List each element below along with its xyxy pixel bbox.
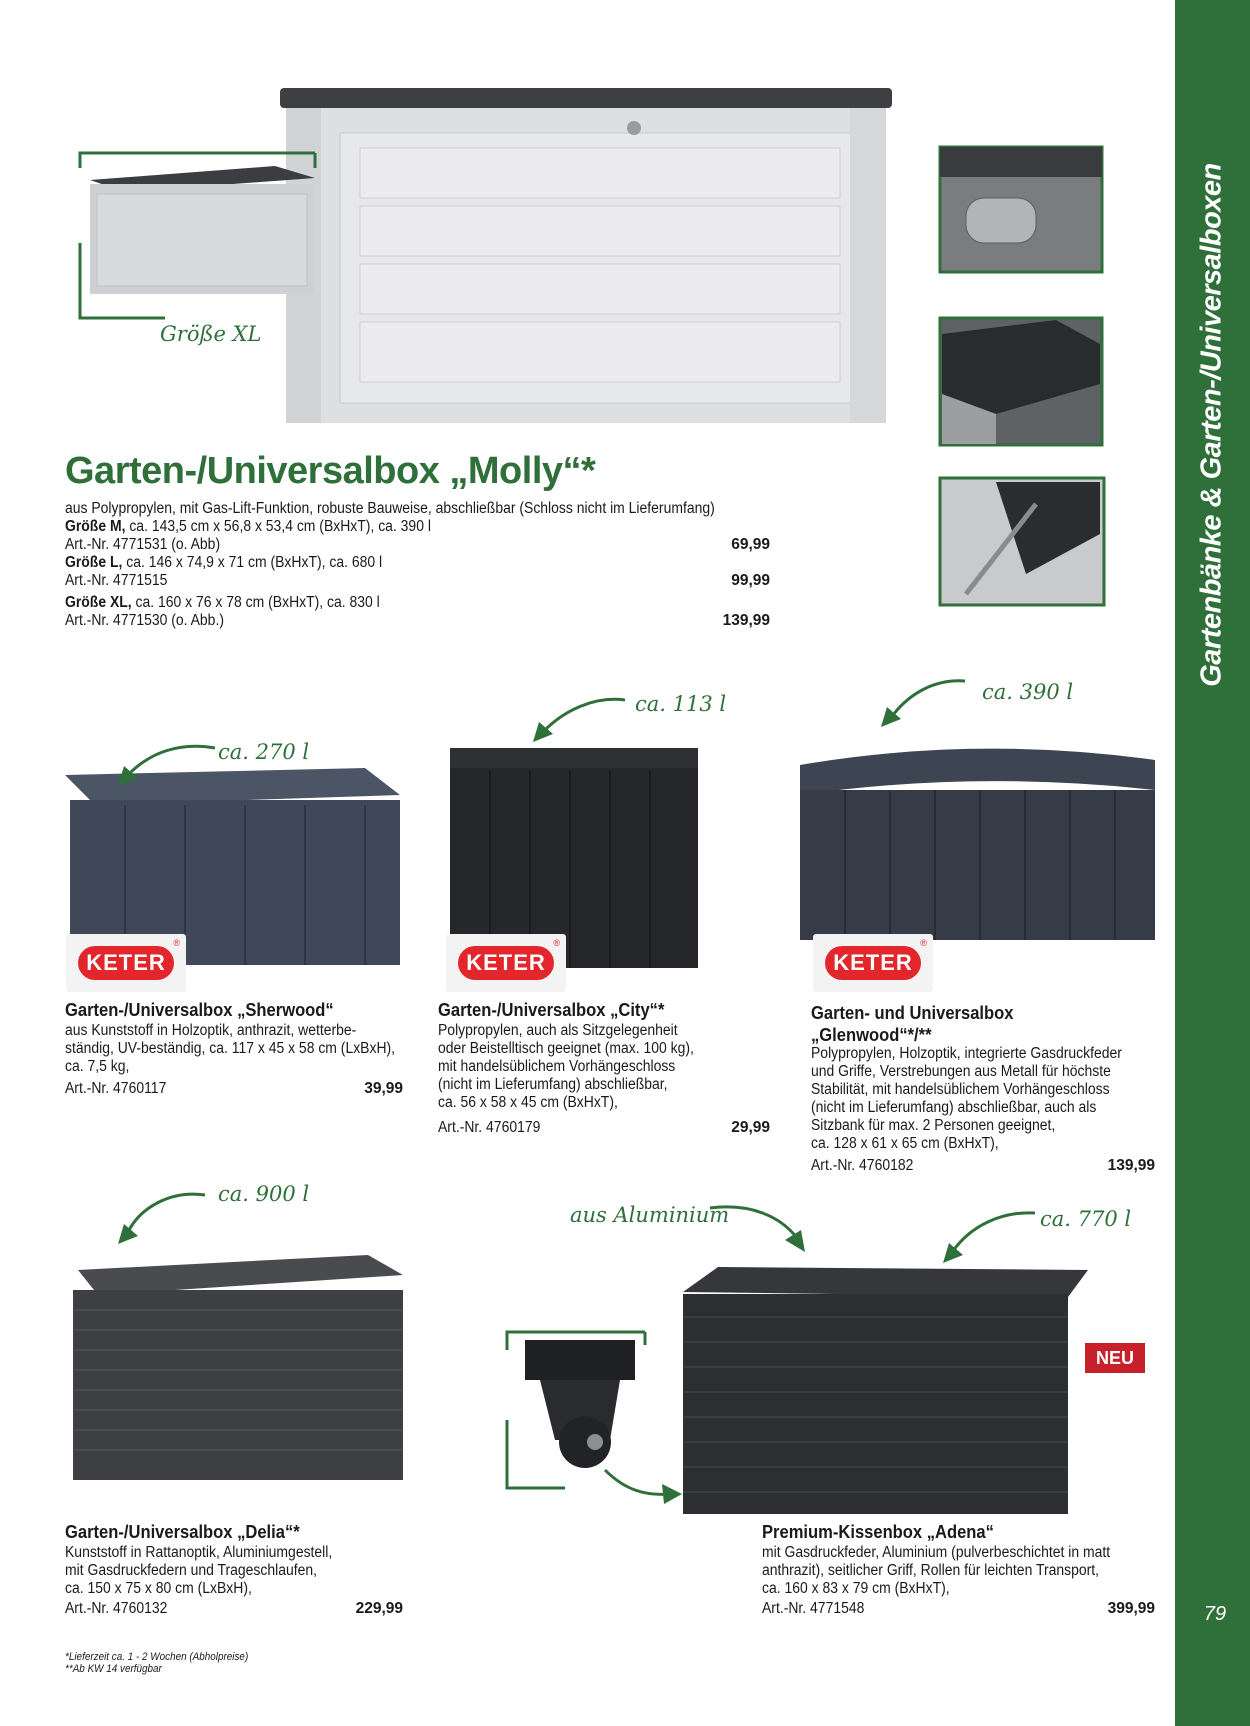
- city-line-5: ca. 56 x 58 x 45 cm (BxHxT),: [438, 1094, 618, 1111]
- footnote-2: **Ab KW 14 verfügbar: [65, 1663, 162, 1675]
- page-number: 79: [1203, 1603, 1227, 1625]
- city-line-3: mit handelsüblichem Vorhängeschloss: [438, 1058, 676, 1075]
- glenwood-line-2: und Griffe, Verstrebungen aus Metall für höchste: [811, 1063, 1111, 1080]
- city-volume-label: ca. 113 l: [635, 692, 727, 716]
- detail-lid-image: [936, 314, 1106, 449]
- sherwood-line-3: ca. 7,5 kg,: [65, 1058, 130, 1075]
- adena-title: Premium-Kissenbox „Adena“: [762, 1522, 994, 1542]
- adena-volume-label: ca. 770 l: [1040, 1207, 1132, 1231]
- adena-art: Art.-Nr. 4771548: [762, 1600, 865, 1617]
- wheel-arrow-icon: [600, 1460, 690, 1510]
- glenwood-line-4: (nicht im Lieferumfang) abschließbar, auch als: [811, 1099, 1097, 1116]
- delia-line-2: mit Gasdruckfedern und Trageschlaufen,: [65, 1562, 318, 1579]
- city-line-1: Polypropylen, auch als Sitzgelegenheit: [438, 1022, 678, 1039]
- molly-xl-art: Art.-Nr. 4771530 (o. Abb.): [65, 612, 224, 629]
- city-title: Garten-/Universalbox „City“*: [438, 1000, 665, 1020]
- keter-logo-sherwood: KETER ®: [66, 934, 186, 992]
- city-art: Art.-Nr. 4760179: [438, 1119, 541, 1136]
- adena-box-image: [678, 1262, 1090, 1517]
- glenwood-art: Art.-Nr. 4760182: [811, 1157, 914, 1174]
- sherwood-title: Garten-/Universalbox „Sherwood“: [65, 1000, 334, 1020]
- city-price: 29,99: [731, 1119, 770, 1136]
- delia-art: Art.-Nr. 4760132: [65, 1600, 168, 1617]
- molly-box-image: [280, 78, 900, 428]
- aluminium-arrow-icon: [705, 1198, 815, 1258]
- adena-line-3: ca. 160 x 83 x 79 cm (BxHxT),: [762, 1580, 950, 1597]
- glenwood-line-5: Sitzbank für max. 2 Personen geeignet,: [811, 1117, 1056, 1134]
- sherwood-line-1: aus Kunststoff in Holzoptik, anthrazit, wetterbe-: [65, 1022, 357, 1039]
- glenwood-line-6: ca. 128 x 61 x 65 cm (BxHxT),: [811, 1135, 999, 1152]
- section-title: Gartenbänke & Garten-/Universalboxen: [1195, 163, 1228, 687]
- molly-title: Garten-/Universalbox „Molly“*: [65, 450, 596, 492]
- glenwood-title-2: „Glenwood“*/**: [811, 1025, 932, 1045]
- delia-price: 229,99: [355, 1600, 403, 1617]
- adena-line-1: mit Gasdruckfeder, Aluminium (pulverbeschichtet in matt: [762, 1544, 1111, 1561]
- city-line-2: oder Beistelltisch geeignet (max. 100 kg),: [438, 1040, 694, 1057]
- keter-logo-city: KETER ®: [446, 934, 566, 992]
- sherwood-volume-label: ca. 270 l: [218, 740, 310, 764]
- delia-volume-label: ca. 900 l: [218, 1182, 310, 1206]
- sherwood-line-2: ständig, UV-beständig, ca. 117 x 45 x 58 cm (LxBxH),: [65, 1040, 396, 1057]
- footnote-1: *Lieferzeit ca. 1 - 2 Wochen (Abholpreise): [65, 1651, 249, 1663]
- molly-size-xl: Größe XL, ca. 160 x 76 x 78 cm (BxHxT), ca. 830 l: [65, 594, 380, 611]
- delia-box-image: [68, 1250, 408, 1485]
- delia-line-1: Kunststoff in Rattanoptik, Aluminiumgestell,: [65, 1544, 333, 1561]
- new-badge: NEU: [1085, 1343, 1145, 1373]
- sherwood-price: 39,99: [364, 1080, 403, 1097]
- glenwood-box-image: [795, 730, 1160, 945]
- detail-gaslift-image: [936, 474, 1108, 609]
- sherwood-art: Art.-Nr. 4760117: [65, 1080, 167, 1097]
- detail-handle-image: [936, 143, 1106, 276]
- glenwood-price: 139,99: [1107, 1157, 1155, 1174]
- molly-l-price: 99,99: [731, 572, 770, 589]
- glenwood-volume-label: ca. 390 l: [982, 680, 1074, 704]
- aluminium-label: aus Aluminium: [570, 1203, 730, 1227]
- molly-m-price: 69,99: [731, 536, 770, 553]
- molly-xl-inset: [75, 148, 320, 323]
- delia-title: Garten-/Universalbox „Delia“*: [65, 1522, 300, 1542]
- adena-arrow-icon: [935, 1205, 1045, 1270]
- molly-l-art: Art.-Nr. 4771515: [65, 572, 168, 589]
- glenwood-line-3: Stabilität, mit handelsüblichem Vorhängeschloss: [811, 1081, 1110, 1098]
- delia-line-3: ca. 150 x 75 x 80 cm (LxBxH),: [65, 1580, 252, 1597]
- adena-line-2: anthrazit), seitlicher Griff, Rollen für leichten Transport,: [762, 1562, 1100, 1579]
- molly-xl-price: 139,99: [722, 612, 770, 629]
- city-line-4: (nicht im Lieferumfang) abschließbar,: [438, 1076, 668, 1093]
- molly-description: aus Polypropylen, mit Gas-Lift-Funktion, robuste Bauweise, abschließbar (Schloss nicht im Lieferumfang): [65, 500, 715, 517]
- keter-logo-glenwood: KETER ®: [813, 934, 933, 992]
- molly-size-l: Größe L, ca. 146 x 74,9 x 71 cm (BxHxT), ca. 680 l: [65, 554, 383, 571]
- adena-price: 399,99: [1107, 1600, 1155, 1617]
- molly-size-m: Größe M, ca. 143,5 cm x 56,8 x 53,4 cm (BxHxT), ca. 390 l: [65, 518, 431, 535]
- glenwood-title-1: Garten- und Universalbox: [811, 1003, 1014, 1023]
- size-xl-label: Größe XL: [160, 322, 262, 346]
- glenwood-line-1: Polypropylen, Holzoptik, integrierte Gasdruckfeder: [811, 1045, 1122, 1062]
- molly-m-art: Art.-Nr. 4771531 (o. Abb): [65, 536, 221, 553]
